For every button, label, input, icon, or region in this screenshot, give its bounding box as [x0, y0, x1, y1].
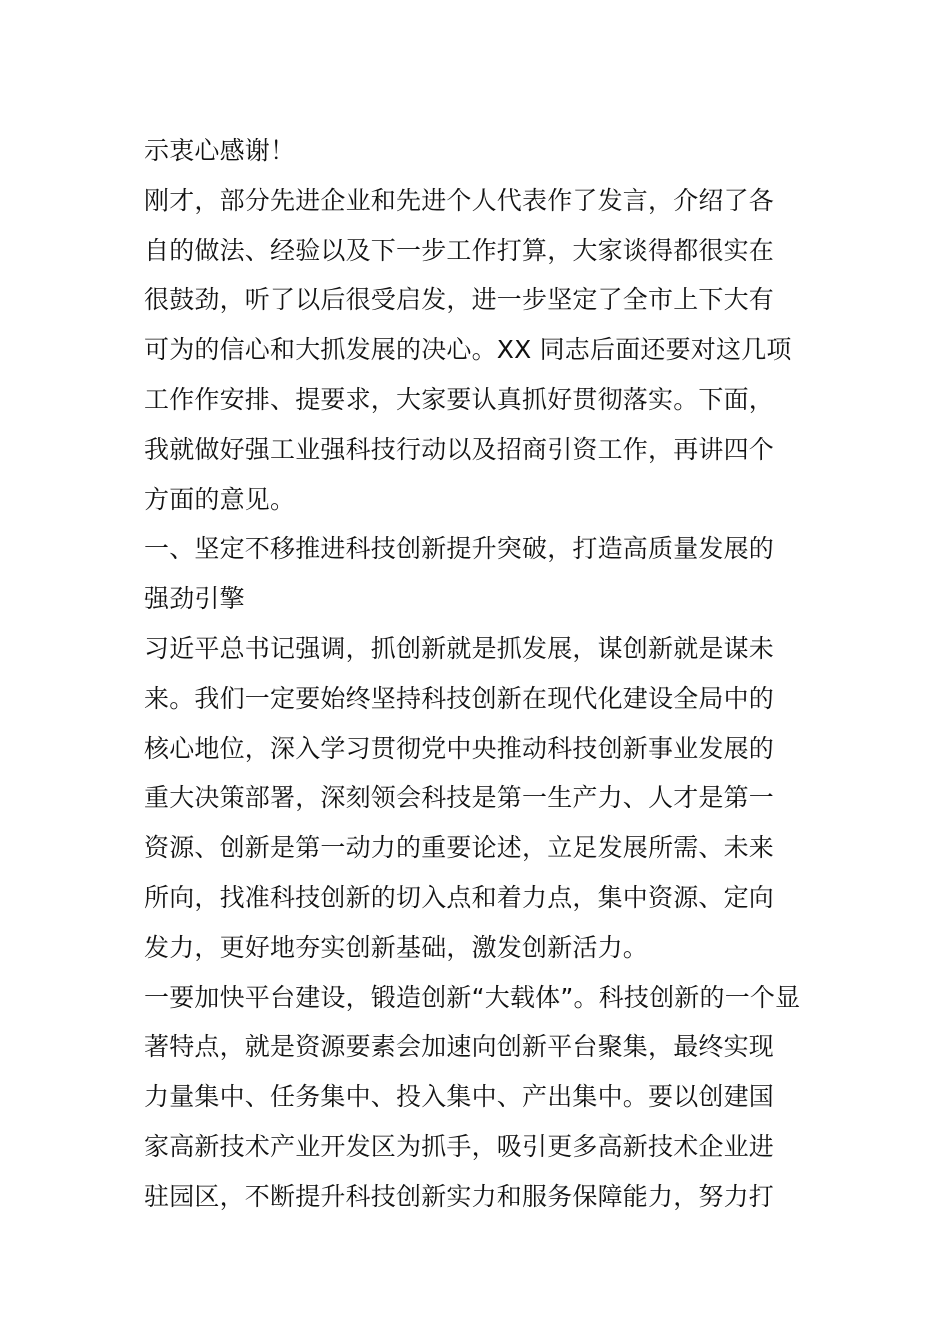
text-line: 习近平总书记强调，抓创新就是抓发展，谋创新就是谋未: [144, 633, 775, 663]
text-line: 家高新技术产业开发区为抓手，吸引更多高新技术企业进: [144, 1131, 775, 1161]
text-line: 示衷心感谢！: [144, 136, 296, 165]
text-line: 核心地位，深入学习贯彻党中央推动科技创新事业发展的: [144, 733, 775, 763]
text-line: 所向，找准科技创新的切入点和着力点，集中资源、定向: [144, 882, 775, 912]
document-body: [144, 126, 824, 1222]
section-heading-line: 强劲引擎: [144, 584, 245, 614]
text-line: 发力，更好地夯实创新基础，激发创新活力。: [144, 932, 649, 962]
text-line: 我就做好强工业强科技行动以及招商引资工作，再讲四个: [144, 434, 775, 464]
text-line: 驻园区，不断提升科技创新实力和服务保障能力，努力打: [144, 1181, 775, 1211]
text-line: 可为的信心和大抓发展的决心。XX 同志后面还要对这几项: [144, 335, 792, 365]
section-heading-line: 一、坚定不移推进科技创新提升突破，打造高质量发展的: [144, 534, 775, 564]
text-line: 刚才，部分先进企业和先进个人代表作了发言，介绍了各: [144, 185, 775, 215]
text-line: 重大决策部署，深刻领会科技是第一生产力、人才是第一: [144, 783, 775, 813]
text-line: 一要加快平台建设，锻造创新“大载体”。科技创新的一个显: [144, 982, 801, 1012]
text-line: 工作作安排、提要求，大家要认真抓好贯彻落实。下面，: [144, 384, 775, 414]
text-line: 很鼓劲，听了以后很受启发，进一步坚定了全市上下大有: [144, 285, 775, 315]
text-line: 自的做法、经验以及下一步工作打算，大家谈得都很实在: [144, 235, 775, 265]
text-line: 力量集中、任务集中、投入集中、产出集中。要以创建国: [144, 1082, 775, 1112]
text-line: 著特点，就是资源要素会加速向创新平台聚集，最终实现: [144, 1032, 775, 1062]
text-line: 资源、创新是第一动力的重要论述，立足发展所需、未来: [144, 833, 775, 863]
text-line: 方面的意见。: [144, 484, 296, 514]
text-line: 来。我们一定要始终坚持科技创新在现代化建设全局中的: [144, 683, 775, 713]
